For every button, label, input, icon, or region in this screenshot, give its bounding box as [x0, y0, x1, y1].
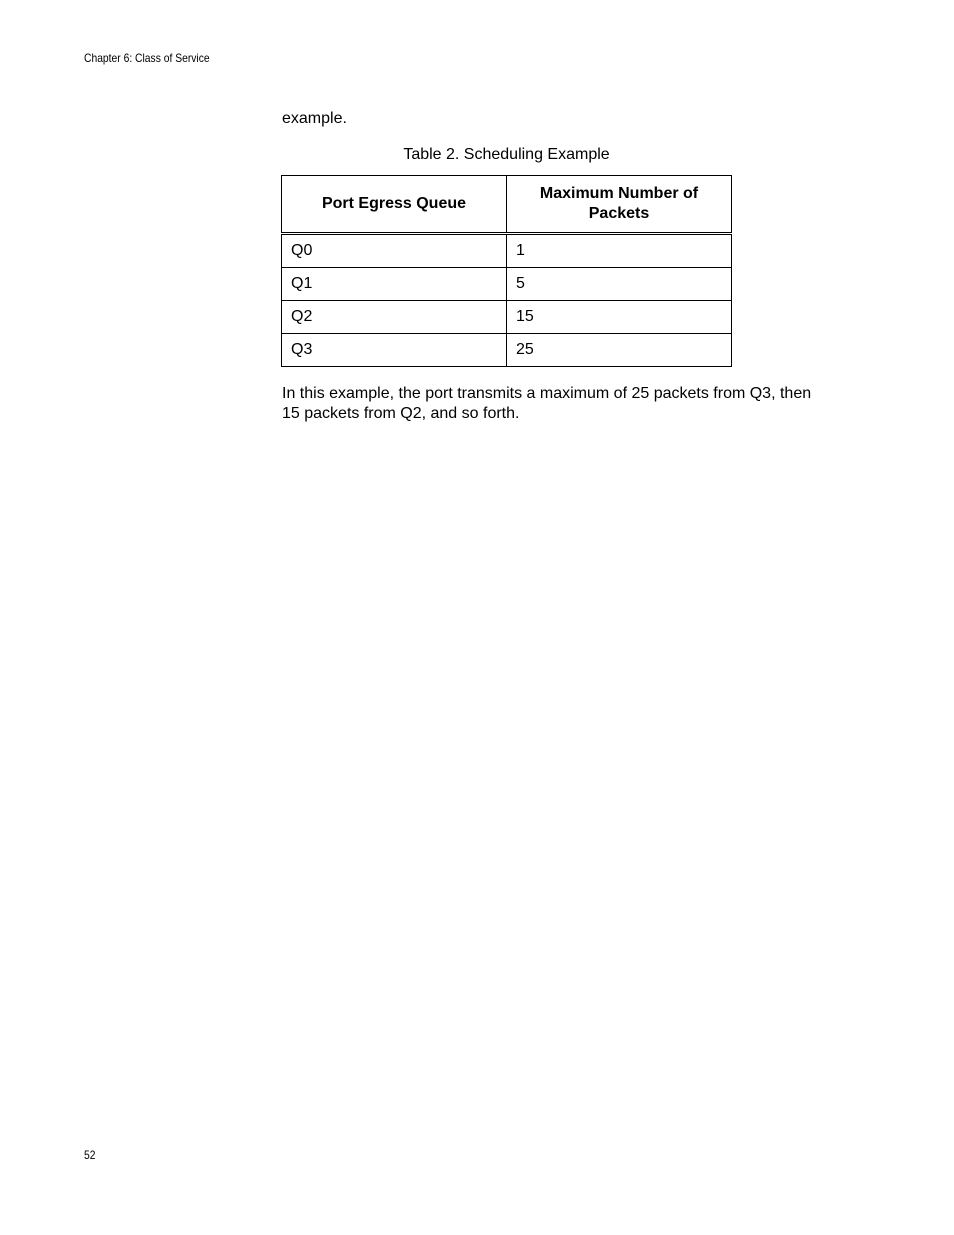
max-packets-cell: 25 — [507, 334, 732, 367]
table-row — [282, 301, 732, 334]
column-header-max-packets: Maximum Number of Packets — [507, 176, 732, 234]
table-row — [282, 268, 732, 301]
queue-cell: Q2 — [282, 301, 507, 334]
table-row — [282, 234, 732, 268]
table-caption: Table 2. Scheduling Example — [403, 146, 610, 163]
table-row — [282, 334, 732, 367]
closing-paragraph: In this example, the port transmits a maximum of 25 packets from Q3, then 15 packets from Q2, and so forth. — [282, 385, 812, 422]
max-packets-cell: 5 — [507, 268, 732, 301]
running-header: Chapter 6: Class of Service — [84, 51, 210, 65]
queue-cell: Q3 — [282, 334, 507, 367]
page-number: 52 — [84, 1148, 96, 1162]
max-packets-cell: 15 — [507, 301, 732, 334]
max-packets-cell: 1 — [507, 234, 732, 268]
queue-cell: Q0 — [282, 234, 507, 268]
column-header-queue: Port Egress Queue — [282, 176, 507, 234]
scheduling-table — [281, 175, 732, 367]
lead-text: example. — [282, 110, 347, 127]
queue-cell: Q1 — [282, 268, 507, 301]
table-header-row — [282, 176, 732, 234]
